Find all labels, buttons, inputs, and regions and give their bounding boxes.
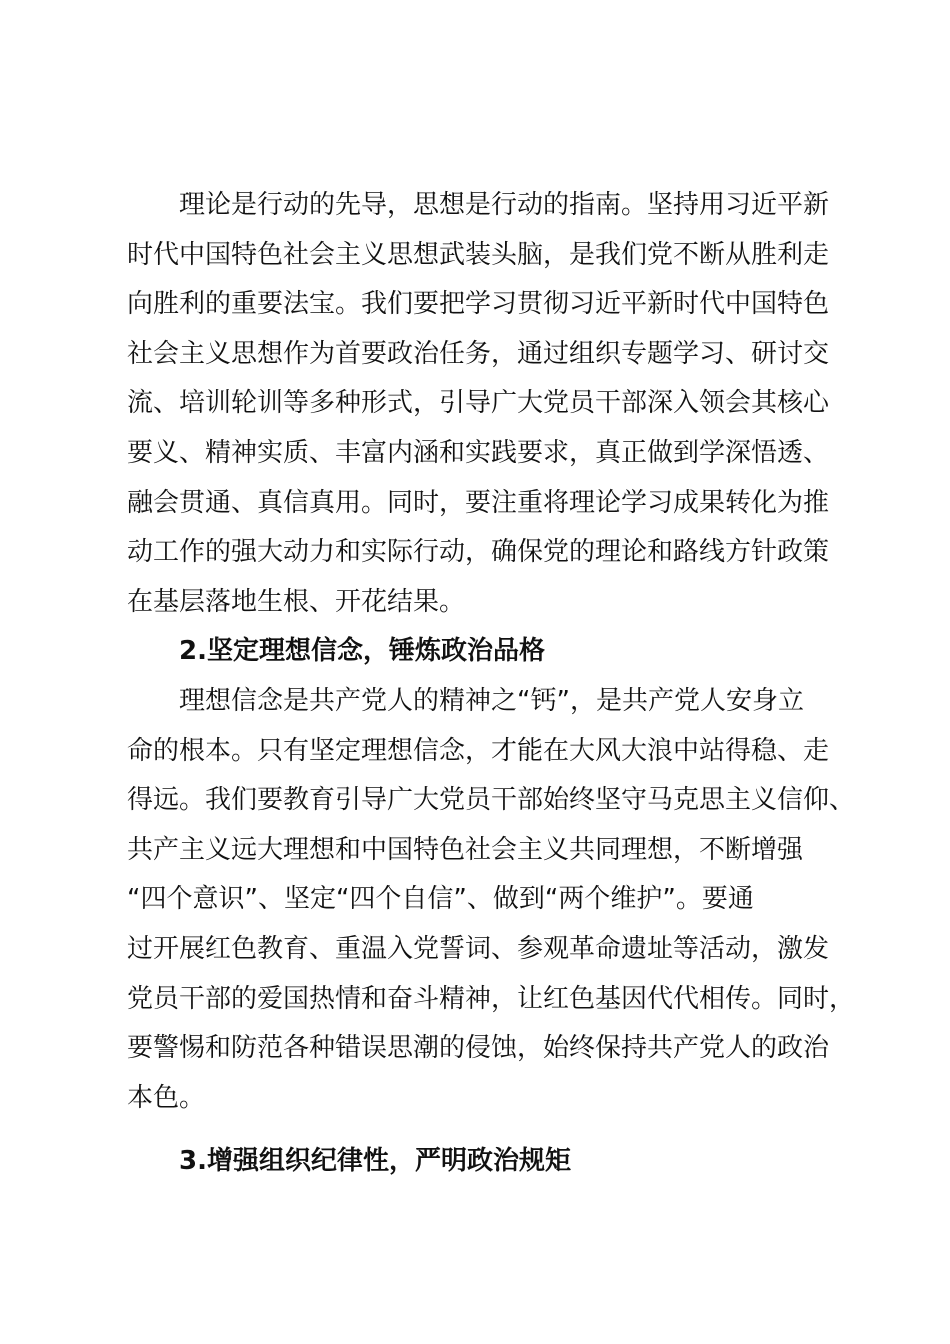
paragraph-ideals [127, 677, 856, 1123]
paragraph-line: 动工作的强大动力和实际行动，确保党的理论和路线方针政策 [127, 537, 830, 568]
paragraph-line: 流、培训轮训等多种形式，引导广大党员干部深入领会其核心 [127, 388, 830, 419]
paragraph-line: 党员干部的爱国热情和奋斗精神，让红色基因代代相传。同时， [127, 983, 856, 1014]
paragraph-line: 在基层落地生根、开花结果。 [127, 586, 466, 617]
paragraph-line: 命的根本。只有坚定理想信念，才能在大风大浪中站得稳、走 [127, 735, 830, 766]
paragraph-line: 共产主义远大理想和中国特色社会主义共同理想，不断增强 [127, 834, 804, 865]
section-heading-3: 3.增强组织纪律性，严明政治规矩 [179, 1146, 571, 1177]
paragraph-line: 时代中国特色社会主义思想武装头脑，是我们党不断从胜利走 [127, 239, 830, 270]
document-body [127, 181, 856, 1187]
paragraph-line: “四个意识”、坚定“四个自信”、做到“两个维护”。要通 [127, 884, 754, 915]
paragraph-line: 融会贯通、真信真用。同时，要注重将理论学习成果转化为推 [127, 487, 830, 518]
paragraph-line: 理论是行动的先导，思想是行动的指南。坚持用习近平新 [179, 190, 830, 220]
paragraph-line: 本色。 [127, 1082, 206, 1113]
paragraph-line: 社会主义思想作为首要政治任务，通过组织专题学习、研讨交 [127, 338, 830, 369]
section-heading-2: 2.坚定理想信念，锤炼政治品格 [179, 636, 545, 667]
paragraph-line: 要义、精神实质、丰富内涵和实践要求，真正做到学深悟透、 [127, 437, 830, 468]
paragraph-line: 得远。我们要教育引导广大党员干部始终坚守马克思主义信仰、 [127, 785, 856, 816]
paragraph-line: 要警惕和防范各种错误思潮的侵蚀，始终保持共产党人的政治 [127, 1033, 830, 1064]
paragraph-line: 过开展红色教育、重温入党誓词、参观革命遗址等活动，激发 [127, 933, 830, 964]
paragraph-theory [127, 181, 839, 627]
paragraph-line: 理想信念是共产党人的精神之“钙”，是共产党人安身立 [179, 685, 804, 716]
paragraph-line: 向胜利的重要法宝。我们要把学习贯彻习近平新时代中国特色 [127, 289, 830, 320]
